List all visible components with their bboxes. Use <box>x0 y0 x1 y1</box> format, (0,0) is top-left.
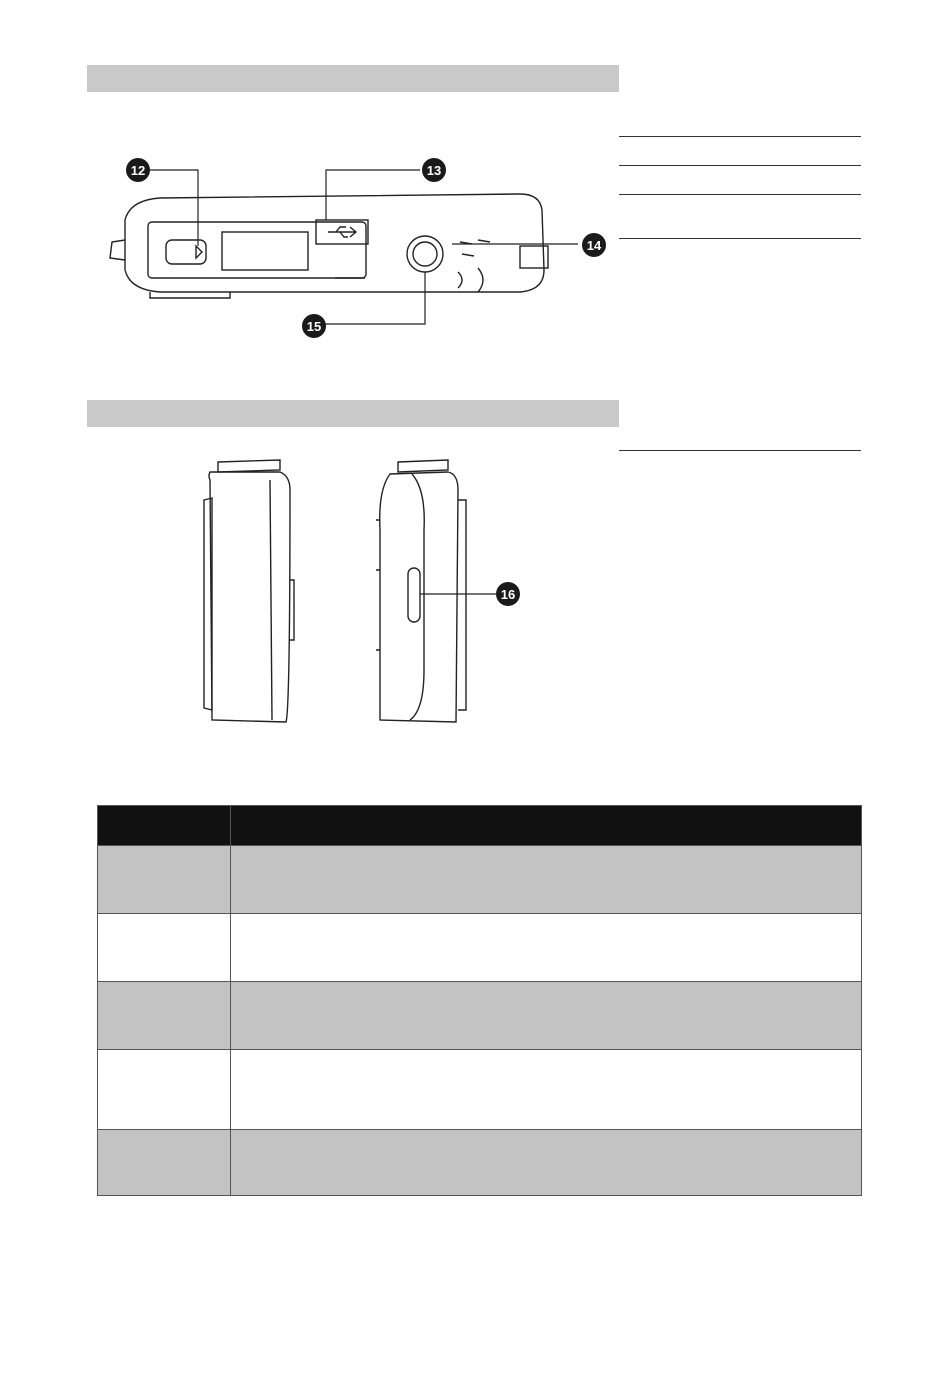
svg-text:13: 13 <box>426 163 442 178</box>
section-title <box>87 400 619 410</box>
table-row <box>98 982 862 1050</box>
section-title <box>87 65 619 75</box>
svg-text:16: 16 <box>500 587 516 602</box>
row-description <box>231 1050 862 1130</box>
row-item <box>98 982 231 1050</box>
row-description <box>231 1130 862 1196</box>
rule-line <box>619 238 861 239</box>
camera-bottom-view-figure <box>100 150 610 350</box>
rule-line <box>619 194 861 195</box>
svg-text:14: 14 <box>586 238 602 253</box>
table-row <box>98 1050 862 1130</box>
row-description <box>231 846 862 914</box>
section-header-side-view <box>87 400 619 427</box>
row-item <box>98 914 231 982</box>
table-header <box>98 806 862 846</box>
rule-line <box>619 136 861 137</box>
rule-line <box>619 450 861 451</box>
camera-side-view-figure <box>190 450 530 735</box>
description-table <box>97 805 862 1196</box>
callout-12 <box>126 158 150 182</box>
row-item <box>98 1130 231 1196</box>
callout-14 <box>582 233 606 257</box>
header-description <box>231 806 862 846</box>
callout-16 <box>496 582 520 606</box>
table-row <box>98 914 862 982</box>
rule-line <box>619 165 861 166</box>
svg-text:12: 12 <box>130 163 146 178</box>
row-description <box>231 982 862 1050</box>
callout-13 <box>422 158 446 182</box>
row-item <box>98 1050 231 1130</box>
svg-text:15: 15 <box>306 319 322 334</box>
row-item <box>98 846 231 914</box>
callout-15 <box>302 314 326 338</box>
row-description <box>231 914 862 982</box>
section-header-bottom-view <box>87 65 619 92</box>
header-item <box>98 806 231 846</box>
table-row <box>98 846 862 914</box>
table-row <box>98 1130 862 1196</box>
